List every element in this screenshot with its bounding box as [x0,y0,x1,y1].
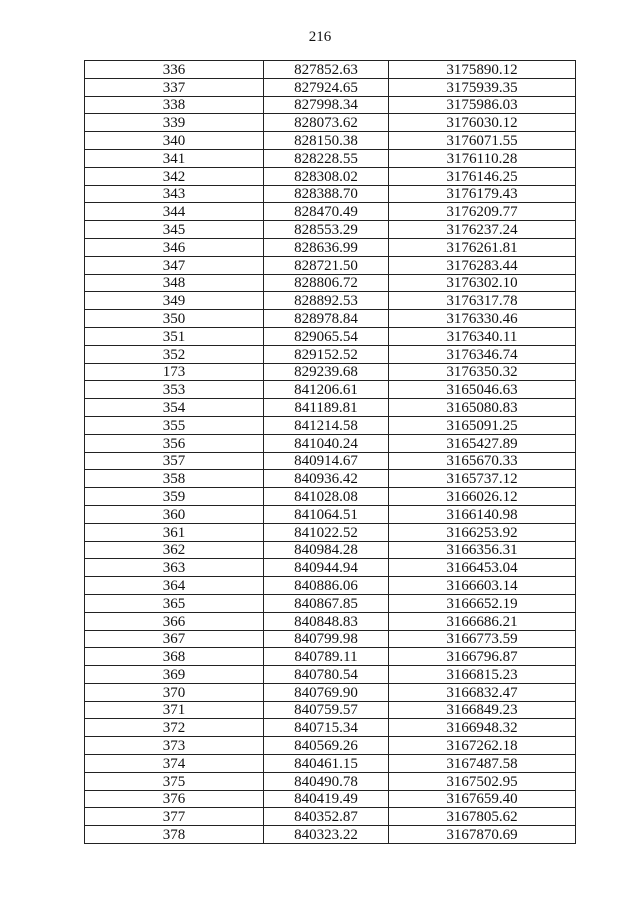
y-coordinate-cell: 3175890.12 [389,61,576,79]
point-number-cell: 362 [85,541,264,559]
y-coordinate-cell: 3166686.21 [389,612,576,630]
x-coordinate-cell: 827998.34 [264,96,389,114]
y-coordinate-cell: 3166140.98 [389,505,576,523]
y-coordinate-cell: 3166796.87 [389,648,576,666]
x-coordinate-cell: 828228.55 [264,149,389,167]
table-row [85,256,576,274]
x-coordinate-cell: 829239.68 [264,363,389,381]
y-coordinate-cell: 3176179.43 [389,185,576,203]
y-coordinate-cell: 3176346.74 [389,345,576,363]
point-number-cell: 369 [85,666,264,684]
y-coordinate-cell: 3176110.28 [389,149,576,167]
table-row [85,149,576,167]
x-coordinate-cell: 840759.57 [264,701,389,719]
y-coordinate-cell: 3165091.25 [389,416,576,434]
table-row [85,452,576,470]
point-number-cell: 342 [85,167,264,185]
y-coordinate-cell: 3167805.62 [389,808,576,826]
point-number-cell: 341 [85,149,264,167]
table-row [85,399,576,417]
x-coordinate-cell: 841189.81 [264,399,389,417]
y-coordinate-cell: 3165670.33 [389,452,576,470]
point-number-cell: 344 [85,203,264,221]
table-row [85,808,576,826]
x-coordinate-cell: 829152.52 [264,345,389,363]
y-coordinate-cell: 3166832.47 [389,683,576,701]
x-coordinate-cell: 840352.87 [264,808,389,826]
point-number-cell: 359 [85,488,264,506]
x-coordinate-cell: 840984.28 [264,541,389,559]
y-coordinate-cell: 3175986.03 [389,96,576,114]
point-number-cell: 337 [85,78,264,96]
point-number-cell: 357 [85,452,264,470]
point-number-cell: 374 [85,755,264,773]
point-number-cell: 339 [85,114,264,132]
table-row [85,416,576,434]
x-coordinate-cell: 841064.51 [264,505,389,523]
point-number-cell: 365 [85,594,264,612]
table-row [85,701,576,719]
y-coordinate-cell: 3176146.25 [389,167,576,185]
point-number-cell: 363 [85,559,264,577]
y-coordinate-cell: 3166652.19 [389,594,576,612]
x-coordinate-cell: 841214.58 [264,416,389,434]
x-coordinate-cell: 828308.02 [264,167,389,185]
x-coordinate-cell: 828150.38 [264,132,389,150]
x-coordinate-cell: 828978.84 [264,310,389,328]
x-coordinate-cell: 840914.67 [264,452,389,470]
y-coordinate-cell: 3166773.59 [389,630,576,648]
point-number-cell: 370 [85,683,264,701]
y-coordinate-cell: 3165427.89 [389,434,576,452]
y-coordinate-cell: 3166453.04 [389,559,576,577]
table-row [85,345,576,363]
table-row [85,826,576,844]
point-number-cell: 371 [85,701,264,719]
x-coordinate-cell: 828806.72 [264,274,389,292]
y-coordinate-cell: 3166815.23 [389,666,576,684]
y-coordinate-cell: 3176330.46 [389,310,576,328]
point-number-cell: 349 [85,292,264,310]
table-row [85,505,576,523]
point-number-cell: 345 [85,221,264,239]
x-coordinate-cell: 828636.99 [264,238,389,256]
page-number: 216 [308,29,332,45]
x-coordinate-cell: 841022.52 [264,523,389,541]
y-coordinate-cell: 3166603.14 [389,577,576,595]
x-coordinate-cell: 828470.49 [264,203,389,221]
x-coordinate-cell: 840419.49 [264,790,389,808]
x-coordinate-cell: 840461.15 [264,755,389,773]
point-number-cell: 346 [85,238,264,256]
y-coordinate-cell: 3176283.44 [389,256,576,274]
table-row [85,648,576,666]
point-number-cell: 353 [85,381,264,399]
y-coordinate-cell: 3176261.81 [389,238,576,256]
x-coordinate-cell: 840780.54 [264,666,389,684]
y-coordinate-cell: 3166356.31 [389,541,576,559]
y-coordinate-cell: 3176209.77 [389,203,576,221]
table-row [85,719,576,737]
table-row [85,185,576,203]
table-row [85,523,576,541]
table-row [85,96,576,114]
y-coordinate-cell: 3166253.92 [389,523,576,541]
table-row [85,203,576,221]
y-coordinate-cell: 3166026.12 [389,488,576,506]
x-coordinate-cell: 828553.29 [264,221,389,239]
table-row [85,559,576,577]
table-row [85,594,576,612]
point-number-cell: 372 [85,719,264,737]
y-coordinate-cell: 3167262.18 [389,737,576,755]
table-row [85,114,576,132]
point-number-cell: 347 [85,256,264,274]
point-number-cell: 361 [85,523,264,541]
point-number-cell: 356 [85,434,264,452]
x-coordinate-cell: 841206.61 [264,381,389,399]
point-number-cell: 358 [85,470,264,488]
y-coordinate-cell: 3167870.69 [389,826,576,844]
table-row [85,755,576,773]
x-coordinate-cell: 828892.53 [264,292,389,310]
x-coordinate-cell: 840490.78 [264,772,389,790]
coordinate-table-body [85,61,576,844]
point-number-cell: 350 [85,310,264,328]
point-number-cell: 376 [85,790,264,808]
x-coordinate-cell: 840867.85 [264,594,389,612]
table-row [85,61,576,79]
table-row [85,292,576,310]
x-coordinate-cell: 841028.08 [264,488,389,506]
table-row [85,221,576,239]
point-number-cell: 373 [85,737,264,755]
x-coordinate-cell: 827924.65 [264,78,389,96]
point-number-cell: 336 [85,61,264,79]
table-row [85,363,576,381]
x-coordinate-cell: 829065.54 [264,327,389,345]
y-coordinate-cell: 3167502.95 [389,772,576,790]
point-number-cell: 340 [85,132,264,150]
y-coordinate-cell: 3176302.10 [389,274,576,292]
table-row [85,274,576,292]
x-coordinate-cell: 840323.22 [264,826,389,844]
table-row [85,132,576,150]
table-row [85,78,576,96]
coordinate-table [84,60,576,844]
y-coordinate-cell: 3166948.32 [389,719,576,737]
x-coordinate-cell: 840789.11 [264,648,389,666]
x-coordinate-cell: 828388.70 [264,185,389,203]
table-row [85,434,576,452]
table-row [85,666,576,684]
table-row [85,772,576,790]
point-number-cell: 360 [85,505,264,523]
table-row [85,488,576,506]
point-number-cell: 352 [85,345,264,363]
table-row [85,381,576,399]
x-coordinate-cell: 827852.63 [264,61,389,79]
point-number-cell: 378 [85,826,264,844]
y-coordinate-cell: 3175939.35 [389,78,576,96]
point-number-cell: 368 [85,648,264,666]
x-coordinate-cell: 841040.24 [264,434,389,452]
table-row [85,541,576,559]
x-coordinate-cell: 840769.90 [264,683,389,701]
point-number-cell: 338 [85,96,264,114]
point-number-cell: 367 [85,630,264,648]
y-coordinate-cell: 3167659.40 [389,790,576,808]
x-coordinate-cell: 828721.50 [264,256,389,274]
table-row [85,470,576,488]
y-coordinate-cell: 3176317.78 [389,292,576,310]
y-coordinate-cell: 3165046.63 [389,381,576,399]
y-coordinate-cell: 3166849.23 [389,701,576,719]
point-number-cell: 355 [85,416,264,434]
x-coordinate-cell: 840848.83 [264,612,389,630]
y-coordinate-cell: 3165737.12 [389,470,576,488]
y-coordinate-cell: 3176030.12 [389,114,576,132]
x-coordinate-cell: 840799.98 [264,630,389,648]
table-row [85,310,576,328]
point-number-cell: 343 [85,185,264,203]
x-coordinate-cell: 840886.06 [264,577,389,595]
point-number-cell: 364 [85,577,264,595]
table-row [85,683,576,701]
table-row [85,577,576,595]
point-number-cell: 375 [85,772,264,790]
x-coordinate-cell: 840715.34 [264,719,389,737]
y-coordinate-cell: 3176350.32 [389,363,576,381]
y-coordinate-cell: 3176340.11 [389,327,576,345]
point-number-cell: 351 [85,327,264,345]
y-coordinate-cell: 3167487.58 [389,755,576,773]
table-row [85,612,576,630]
y-coordinate-cell: 3165080.83 [389,399,576,417]
point-number-cell: 173 [85,363,264,381]
y-coordinate-cell: 3176237.24 [389,221,576,239]
y-coordinate-cell: 3176071.55 [389,132,576,150]
point-number-cell: 354 [85,399,264,417]
table-row [85,327,576,345]
x-coordinate-cell: 828073.62 [264,114,389,132]
point-number-cell: 366 [85,612,264,630]
table-row [85,737,576,755]
table-row [85,238,576,256]
x-coordinate-cell: 840944.94 [264,559,389,577]
point-number-cell: 377 [85,808,264,826]
x-coordinate-cell: 840569.26 [264,737,389,755]
x-coordinate-cell: 840936.42 [264,470,389,488]
point-number-cell: 348 [85,274,264,292]
table-row [85,630,576,648]
table-row [85,167,576,185]
table-row [85,790,576,808]
